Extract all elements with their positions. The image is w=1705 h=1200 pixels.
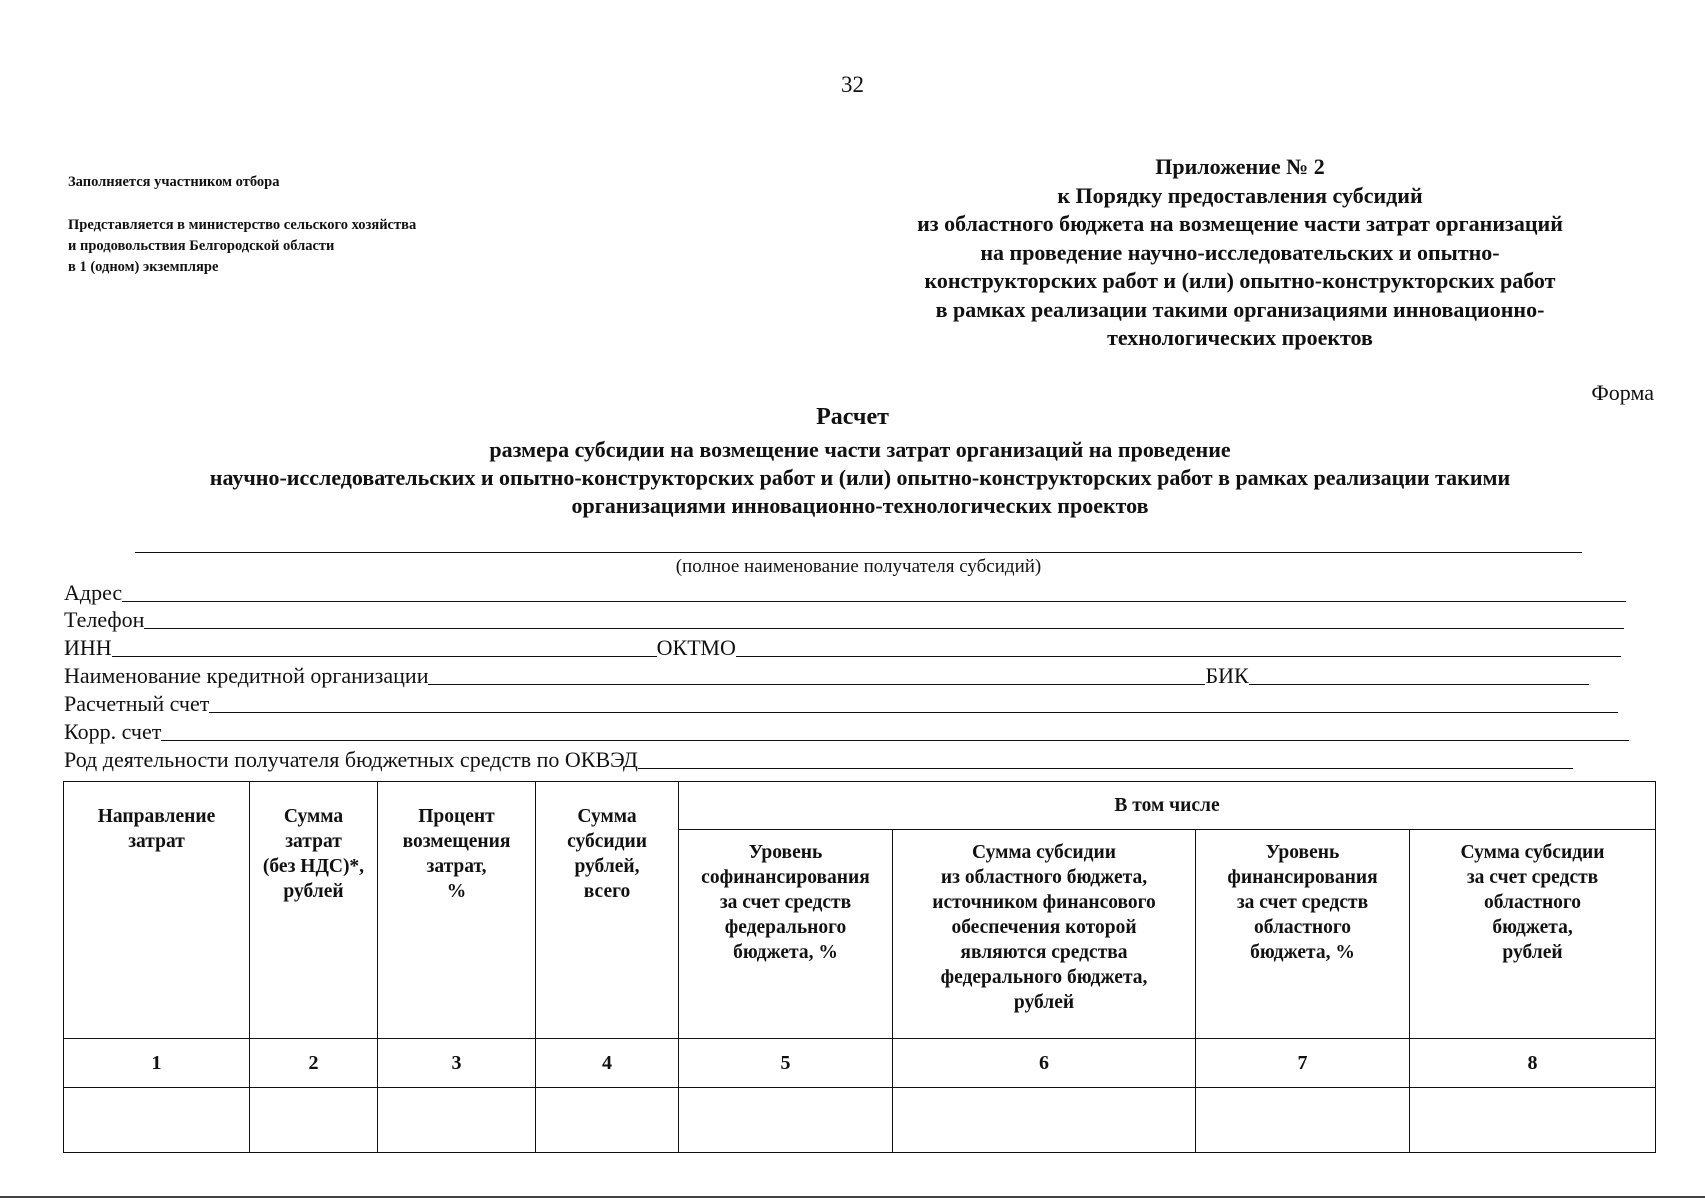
header-text: софинансирования [701, 867, 870, 888]
column-numbers-row [64, 1039, 1656, 1088]
annex-line: к Порядку предоставления субсидий [1057, 182, 1423, 208]
header-text: за счет средств [1466, 867, 1599, 888]
header-text: субсидии [567, 831, 647, 852]
bik-field[interactable] [1249, 684, 1589, 685]
header-text: Сумма [283, 806, 344, 827]
header-text: (без НДС)*, [262, 856, 365, 877]
header-text: всего [583, 881, 631, 902]
table-cell[interactable] [679, 1088, 893, 1153]
header-federal-cofinancing-level [679, 830, 893, 1039]
page-number: 32 [841, 72, 864, 97]
submitted-to-line: Представляется в министерство сельского хозяйства [68, 217, 417, 233]
annex-line: на проведение научно-исследовательских и опытно- [980, 239, 1500, 265]
subtitle-line: организациями инновационно-технологических проектов [571, 493, 1149, 518]
header-federal-funded-subsidy [893, 830, 1196, 1039]
annex-header [910, 153, 1570, 353]
header-text: бюджета, % [733, 942, 838, 963]
header-text: за счет средств [1236, 892, 1369, 913]
column-number: 2 [250, 1039, 378, 1088]
header-text: рублей [1502, 942, 1563, 963]
address-field[interactable] [122, 601, 1626, 602]
table-cell[interactable] [893, 1088, 1196, 1153]
okved-field[interactable] [638, 768, 1573, 769]
recipient-name-caption: (полное наименование получателя субсидий) [675, 556, 1042, 577]
submitted-to-note [68, 215, 416, 278]
table-cell[interactable] [250, 1088, 378, 1153]
bank-name-field[interactable] [428, 684, 1205, 685]
header-text: источником финансового [932, 892, 1156, 913]
header-text: затрат [128, 831, 185, 852]
header-text: затрат, [426, 856, 487, 877]
oktmo-field[interactable] [736, 656, 1621, 657]
header-subsidy-total [536, 782, 679, 1039]
header-text: федерального [724, 917, 847, 938]
corr-account-field[interactable] [161, 740, 1629, 741]
bank-row [64, 661, 1589, 687]
header-text: рублей [283, 881, 344, 902]
corr-account-label: Корр. счет [64, 719, 162, 744]
address-row [64, 578, 1626, 604]
inn-label: ИНН [64, 635, 112, 660]
column-number: 1 [64, 1039, 250, 1088]
annex-line: Приложение № 2 [1155, 154, 1325, 179]
table-cell[interactable] [1196, 1088, 1410, 1153]
column-number: 7 [1196, 1039, 1410, 1088]
table-row [64, 1088, 1656, 1153]
submitted-to-line: и продовольствия Белгородской области [68, 238, 335, 254]
header-text: Сумма субсидии [1460, 842, 1605, 863]
form-label: Форма [1591, 380, 1654, 405]
bik-label: БИК [1205, 663, 1249, 688]
header-text: бюджета, % [1250, 942, 1355, 963]
subtitle-line: размера субсидии на возмещение части затрат организаций на проведение [489, 437, 1231, 462]
header-reimbursement-percent [378, 782, 536, 1039]
annex-line: технологических проектов [1107, 325, 1373, 350]
header-text: рублей [1013, 992, 1075, 1013]
header-text: возмещения [402, 831, 511, 852]
document-subtitle [60, 436, 1660, 520]
column-number: 3 [378, 1039, 536, 1088]
left-notes [68, 172, 416, 300]
header-text: финансирования [1227, 867, 1378, 888]
filled-by-note: Заполняется участником отбора [68, 174, 280, 190]
document-title: Расчет [816, 404, 889, 430]
oktmo-label: ОКТМО [656, 635, 736, 660]
table-cell[interactable] [378, 1088, 536, 1153]
header-text: из областного бюджета, [940, 867, 1148, 888]
header-text: Процент [418, 806, 495, 827]
page-bottom-border [0, 1196, 1705, 1198]
header-text: рублей, [574, 856, 640, 877]
annex-line: конструкторских работ и (или) опытно-конструкторских работ [924, 268, 1556, 293]
table-cell[interactable] [1410, 1088, 1656, 1153]
column-number: 4 [536, 1039, 679, 1088]
header-text: областного [1484, 892, 1582, 913]
inn-oktmo-row [64, 633, 1621, 659]
account-field[interactable] [209, 712, 1618, 713]
header-text: являются средства [960, 942, 1128, 963]
subtitle-line: научно-исследовательских и опытно-конструкторских работ и (или) опытно-конструкторских работ в рамках реализации такими [209, 465, 1511, 490]
header-text: Уровень [1265, 842, 1340, 863]
account-label: Расчетный счет [64, 691, 210, 716]
header-text: затрат [285, 831, 342, 852]
recipient-name-line[interactable] [135, 552, 1582, 553]
table-cell[interactable] [64, 1088, 250, 1153]
header-text: федерального бюджета, [940, 967, 1148, 988]
annex-line: из областного бюджета на возмещение части затрат организаций [917, 211, 1563, 236]
okved-label: Род деятельности получателя бюджетных средств по ОКВЭД [64, 747, 638, 772]
phone-field[interactable] [144, 628, 1624, 629]
header-text: обеспечения которой [951, 917, 1137, 938]
column-number: 6 [893, 1039, 1196, 1088]
header-text: % [446, 881, 467, 902]
header-including: В том числе [679, 782, 1656, 830]
phone-row [64, 605, 1624, 631]
subsidy-calculation-table [63, 781, 1656, 1153]
column-number: 5 [679, 1039, 893, 1088]
inn-field[interactable] [112, 656, 657, 657]
header-text: Сумма субсидии [971, 842, 1116, 863]
corr-account-row [64, 717, 1629, 743]
account-row [64, 689, 1618, 715]
header-cost-amount [250, 782, 378, 1039]
header-regional-subsidy [1410, 830, 1656, 1039]
header-cost-direction [64, 782, 250, 1039]
header-text: Направление [97, 806, 216, 827]
header-text: бюджета, [1492, 917, 1573, 938]
annex-line: в рамках реализации такими организациями инновационно- [935, 296, 1545, 322]
bank-name-label: Наименование кредитной организации [64, 663, 429, 688]
submitted-to-line: в 1 (одном) экземпляре [68, 259, 219, 275]
column-number: 8 [1410, 1039, 1656, 1088]
address-label: Адрес [64, 580, 123, 605]
header-text: Уровень [748, 842, 823, 863]
header-text: областного [1253, 917, 1352, 938]
okved-row [64, 745, 1573, 771]
phone-label: Телефон [64, 607, 145, 632]
table-cell[interactable] [536, 1088, 679, 1153]
header-text: за счет средств [719, 892, 852, 913]
header-regional-financing-level [1196, 830, 1410, 1039]
header-text: Сумма [577, 806, 637, 827]
